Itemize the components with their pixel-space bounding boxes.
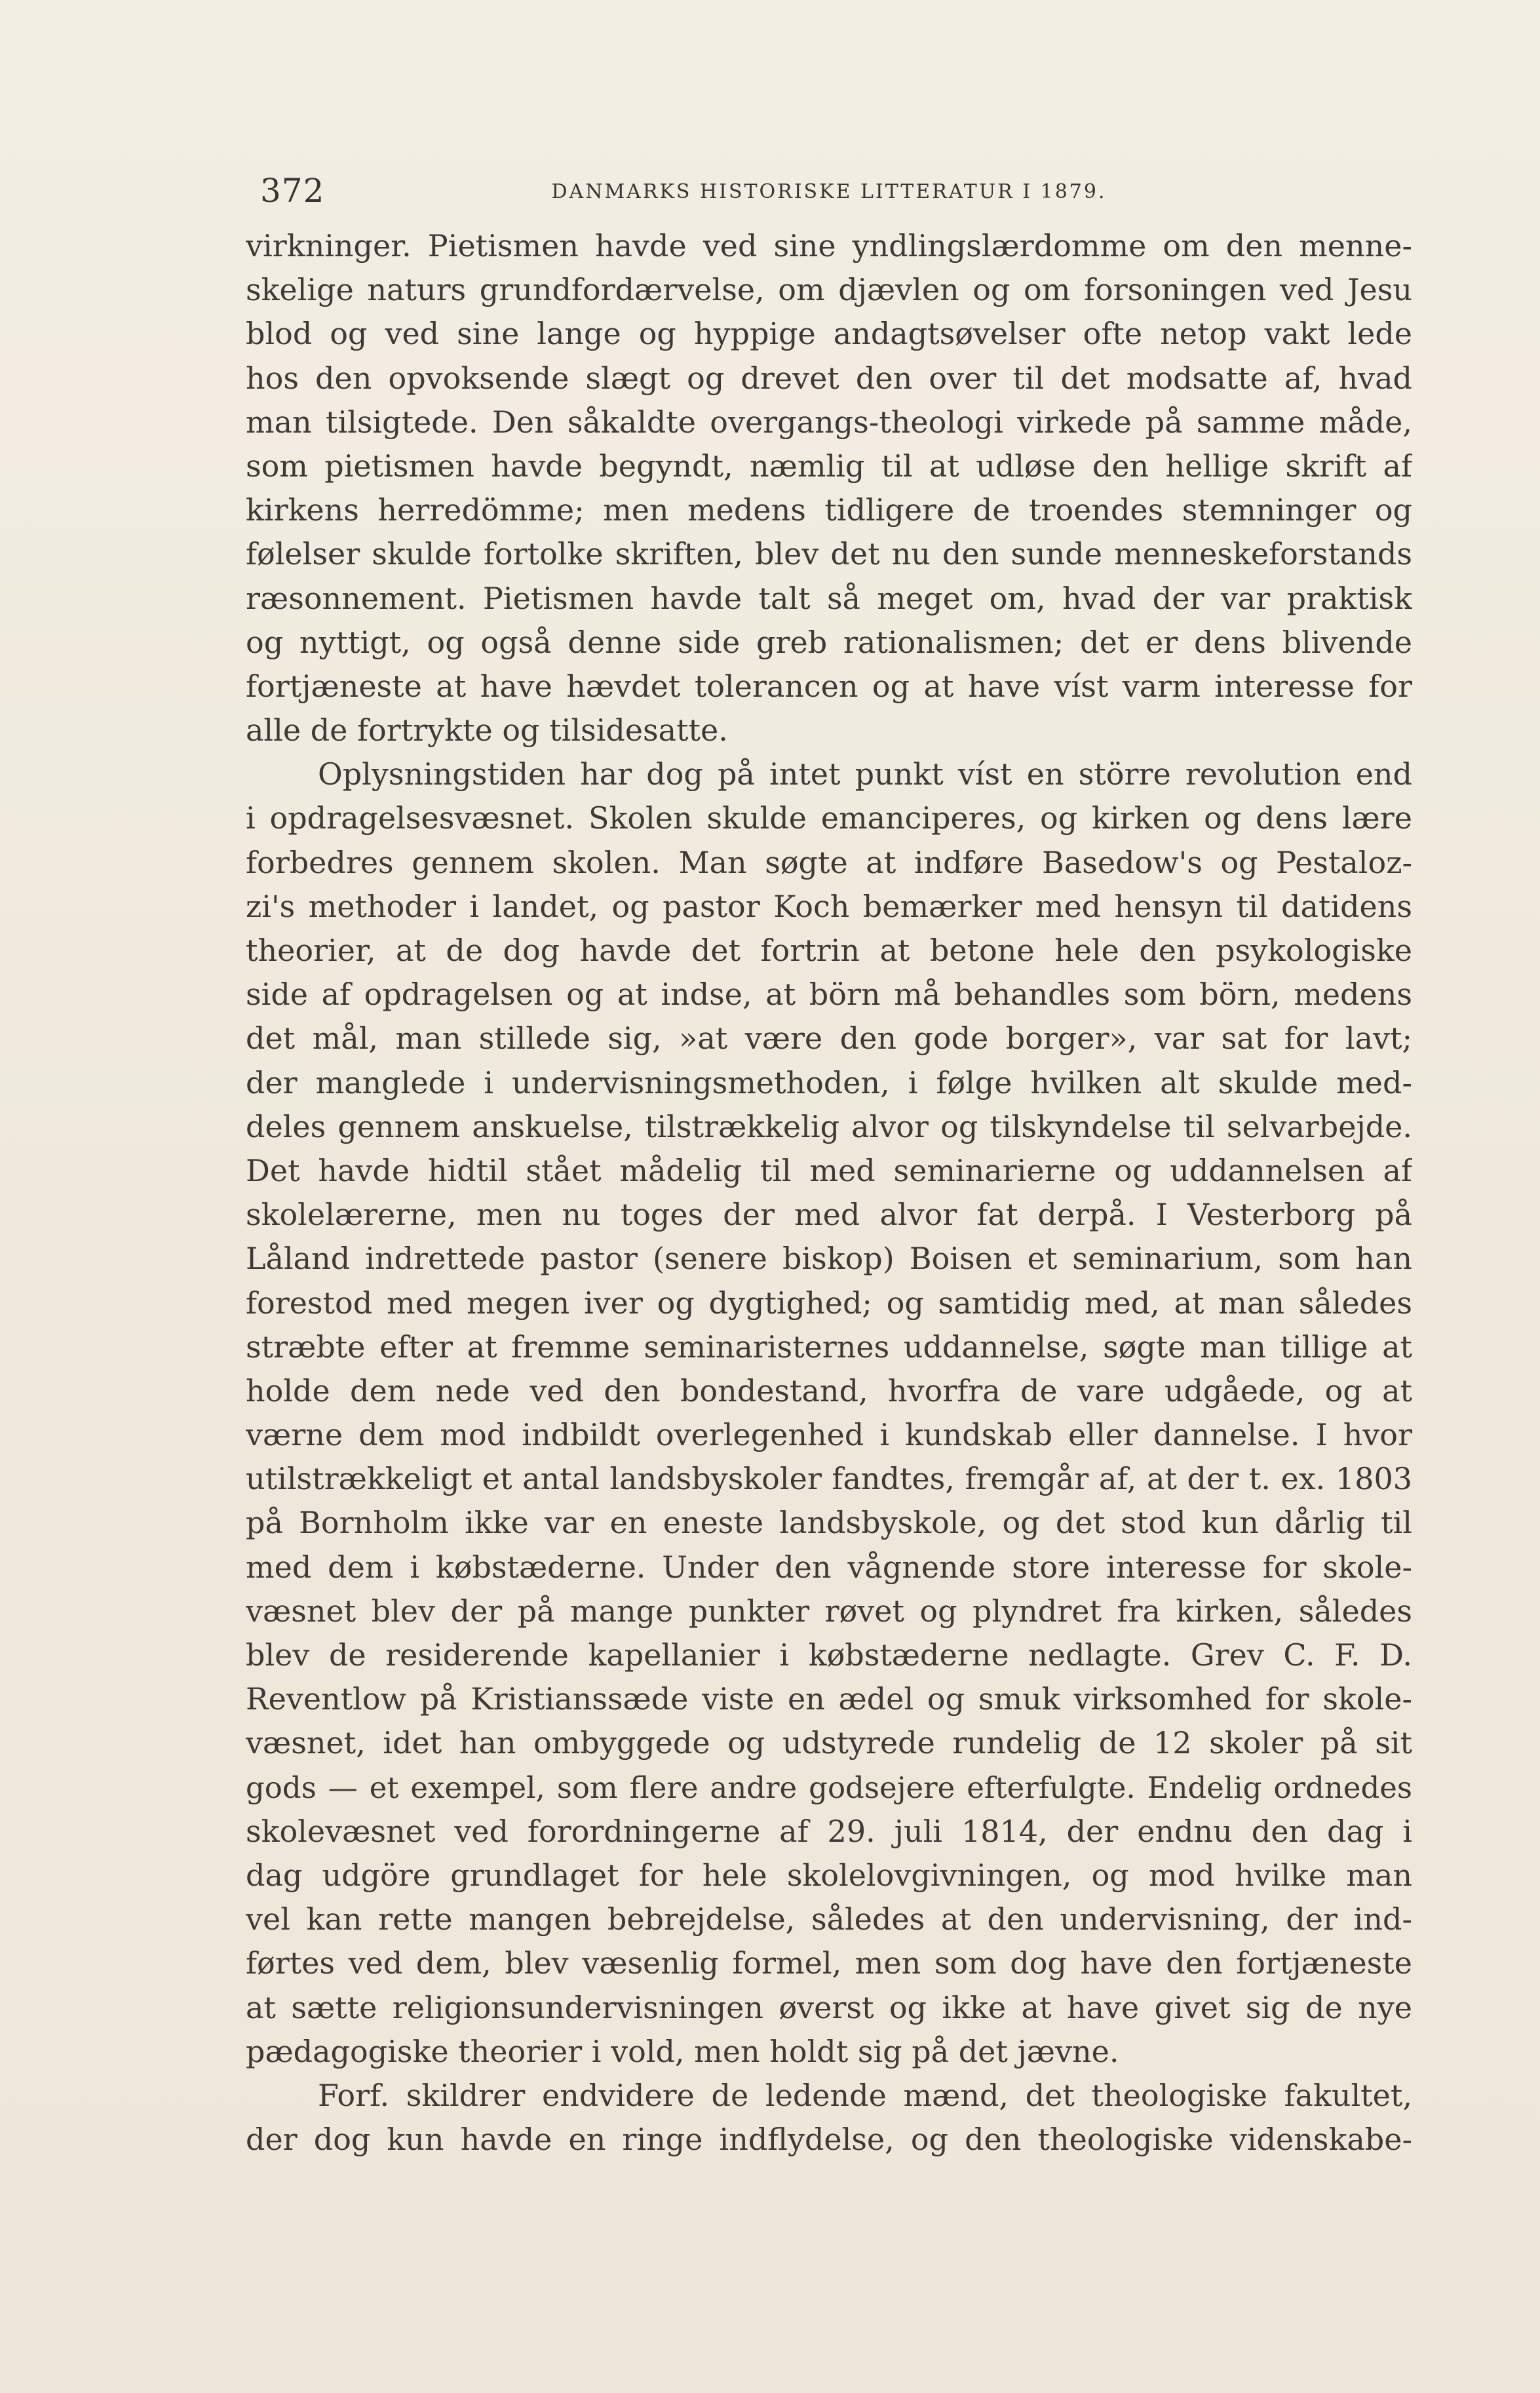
text-line: i opdragelsesvæsnet. Skolen skulde emanciperes, og kirken og dens lære: [246, 800, 1412, 836]
text-line: med dem i købstæderne. Under den vågnende store interesse for skole-: [246, 1549, 1412, 1585]
text-line: utilstrækkeligt et antal landsbyskoler fandtes, fremgår af, at der t. ex. 1803: [246, 1461, 1412, 1497]
page-header: [246, 172, 1412, 218]
text-line: at sætte religionsundervisningen øverst og ikke at have givet sig de nye: [246, 1989, 1412, 2025]
text-line: forestod med megen iver og dygtighed; og samtidig med, at man således: [246, 1285, 1412, 1321]
text-line: virkninger. Pietismen havde ved sine yndlingslærdomme om den menne-: [246, 228, 1412, 263]
text-line: holde dem nede ved den bondestand, hvorfra de vare udgåede, og at: [246, 1372, 1412, 1409]
text-line: som pietismen havde begyndt, næmlig til at udløse den hellige skrift af: [246, 448, 1412, 484]
paragraph-start-line: Oplysningstiden har dog på intet punkt víst en större revolution end: [318, 756, 1412, 792]
text-line: fortjæneste at have hævdet tolerancen og at have víst varm interesse for: [246, 668, 1412, 704]
text-line: dag udgöre grundlaget for hele skolelovgivningen, og mod hvilke man: [246, 1857, 1412, 1893]
text-line: forbedres gennem skolen. Man søgte at indføre Basedow's og Pestaloz-: [246, 844, 1412, 880]
running-title: DANMARKS HISTORISKE LITTERATUR I 1879.: [551, 180, 1107, 203]
page-number: 372: [260, 172, 325, 210]
text-line: følelser skulde fortolke skriften, blev det nu den sunde menneskeforstands: [246, 536, 1412, 572]
text-line: blev de residerende kapellanier i købstæderne nedlagte. Grev C. F. D.: [246, 1637, 1412, 1673]
text-line: kirkens herredömme; men medens tidligere de troendes stemninger og: [246, 492, 1412, 528]
text-line: det mål, man stillede sig, »at være den gode borger», var sat for lavt;: [246, 1021, 1412, 1057]
text-line: hos den opvoksende slægt og drevet den over til det modsatte af, hvad: [246, 360, 1412, 396]
text-line: på Bornholm ikke var en eneste landsbyskole, og det stod kun dårlig til: [246, 1505, 1412, 1541]
text-line: zi's methoder i landet, og pastor Koch bemærker med hensyn til datidens: [246, 888, 1412, 924]
text-line: skolevæsnet ved forordningerne af 29. juli 1814, der endnu den dag i: [246, 1813, 1412, 1849]
text-line: Låland indrettede pastor (senere biskop) Boisen et seminarium, som han: [246, 1241, 1412, 1277]
text-line: væsnet blev der på mange punkter røvet og plyndret fra kirken, således: [246, 1593, 1412, 1629]
text-line: der dog kun havde en ringe indflydelse, og den theologiske videnskabe-: [246, 2122, 1412, 2158]
text-line: vel kan rette mangen bebrejdelse, således at den undervisning, der ind-: [246, 1901, 1412, 1937]
paragraph-start-line: Forf. skildrer endvidere de ledende mænd, det theologiske fakultet,: [318, 2077, 1412, 2113]
body-text: [246, 224, 1412, 2162]
text-line: ræsonnement. Pietismen havde talt så meget om, hvad der var praktisk: [246, 580, 1412, 616]
text-line: side af opdragelsen og at indse, at börn må behandles som börn, medens: [246, 977, 1412, 1013]
text-line: der manglede i undervisningsmethoden, i følge hvilken alt skulde med-: [246, 1064, 1412, 1100]
text-line: væsnet, idet han ombyggede og udstyrede rundelig de 12 skoler på sit: [246, 1725, 1412, 1761]
text-line: blod og ved sine lange og hyppige andagtsøvelser ofte netop vakt lede: [246, 316, 1412, 352]
text-line: værne dem mod indbildt overlegenhed i kundskab eller dannelse. I hvor: [246, 1417, 1412, 1453]
text-line: deles gennem anskuelse, tilstrækkelig alvor og tilskyndelse til selvarbejde.: [246, 1108, 1412, 1144]
text-line: theorier, at de dog havde det fortrin at betone hele den psykologiske: [246, 933, 1412, 968]
text-line: førtes ved dem, blev væsenlig formel, men som dog have den fortjæneste: [246, 1945, 1412, 1981]
text-line: man tilsigtede. Den såkaldte overgangs-theologi virkede på samme måde,: [246, 404, 1412, 440]
text-line: Det havde hidtil stået mådelig til med seminarierne og uddannelsen af: [246, 1152, 1412, 1188]
paragraph-end-line: pædagogiske theorier i vold, men holdt sig på det jævne.: [246, 2033, 1119, 2069]
text-line: og nyttigt, og også denne side greb rationalismen; det er dens blivende: [246, 624, 1412, 660]
text-line: skelige naturs grundfordærvelse, om djævlen og om forsoningen ved Jesu: [246, 272, 1412, 308]
text-line: skolelærerne, men nu toges der med alvor fat derpå. I Vesterborg på: [246, 1197, 1412, 1233]
paragraph-end-line: alle de fortrykte og tilsidesatte.: [246, 712, 728, 749]
text-line: gods — et exempel, som flere andre godsejere efterfulgte. Endelig ordnedes: [246, 1770, 1412, 1805]
text-line: Reventlow på Kristianssæde viste en ædel og smuk virksomhed for skole-: [246, 1681, 1412, 1717]
text-line: stræbte efter at fremme seminaristernes uddannelse, søgte man tillige at: [246, 1329, 1412, 1365]
